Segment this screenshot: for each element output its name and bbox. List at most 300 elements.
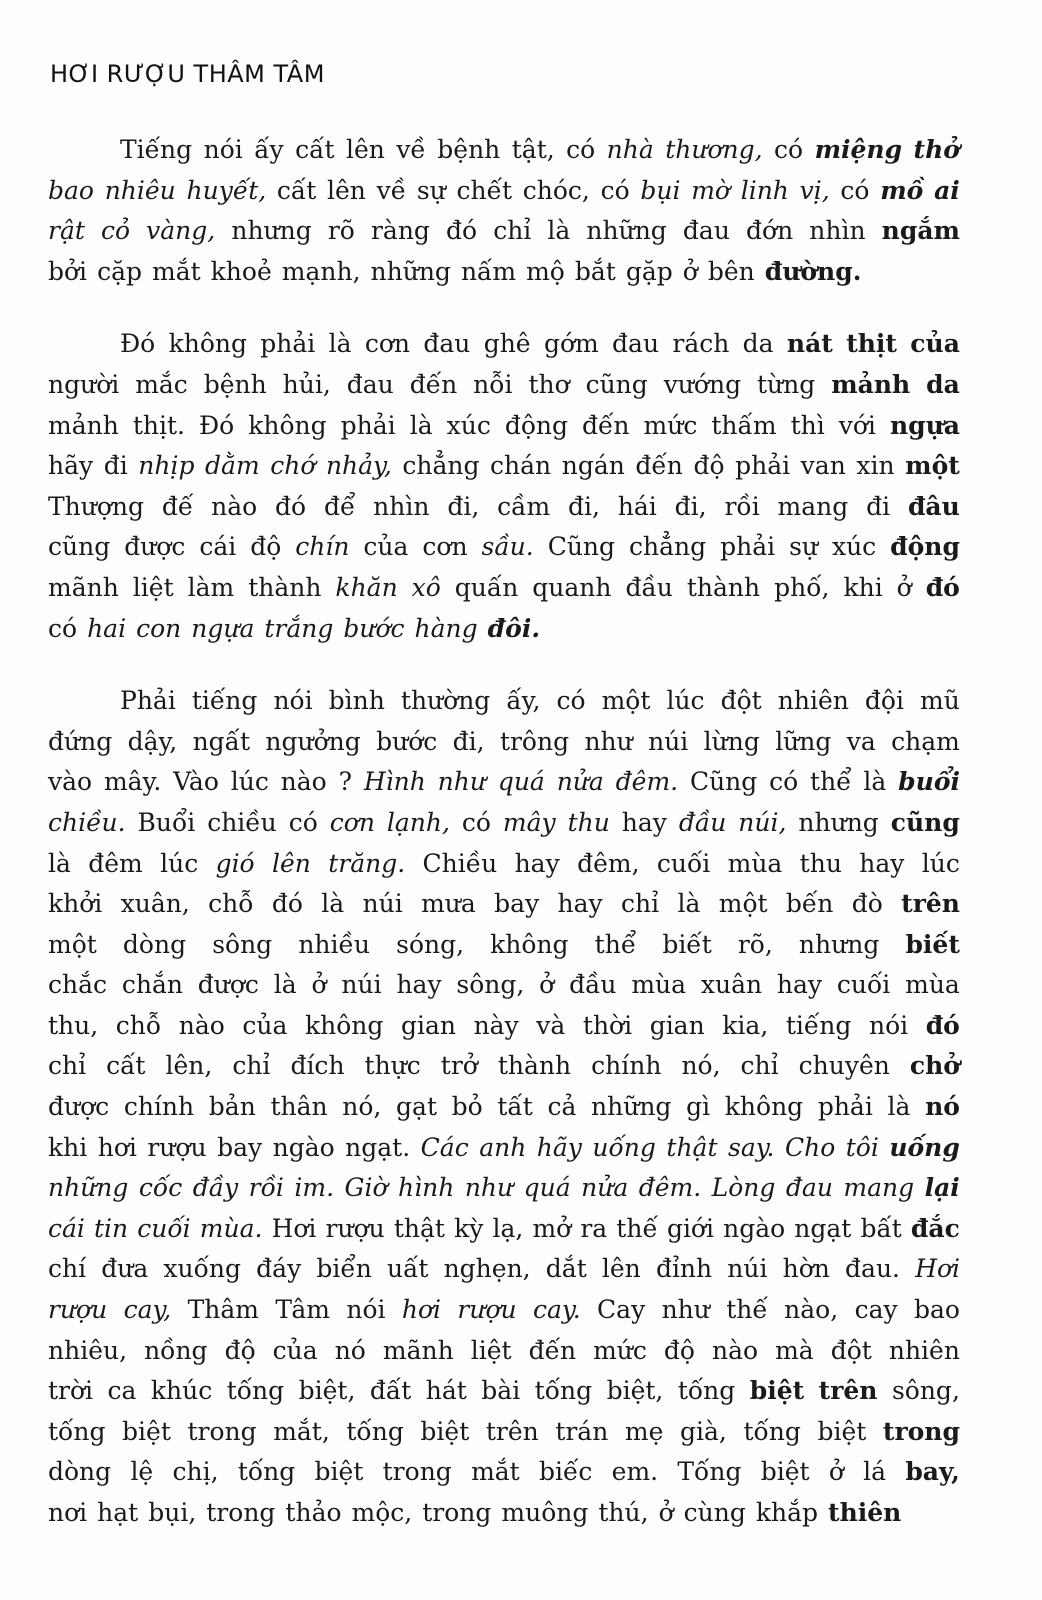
word: đầu bbox=[625, 572, 673, 602]
word: cỏ bbox=[101, 216, 131, 246]
word: cay, bbox=[123, 1295, 172, 1325]
word: có bbox=[461, 807, 491, 837]
text-line bbox=[48, 803, 960, 844]
word: bao bbox=[913, 1295, 960, 1325]
word: nào, bbox=[784, 1295, 839, 1325]
text-line bbox=[48, 1209, 960, 1250]
word: đi, bbox=[568, 491, 600, 521]
word: nào bbox=[178, 1010, 225, 1040]
word: hình bbox=[398, 1173, 455, 1203]
word: trắng bbox=[264, 613, 334, 643]
word: là bbox=[328, 329, 352, 359]
word: dòng bbox=[48, 1457, 112, 1487]
word: độ bbox=[693, 451, 725, 481]
word: miệng bbox=[814, 135, 903, 164]
word: tống bbox=[346, 1416, 404, 1446]
word: nhiên bbox=[888, 1335, 960, 1365]
word: bến bbox=[785, 889, 834, 919]
word: là bbox=[273, 970, 297, 1000]
word: lạ, bbox=[492, 1213, 524, 1243]
word: tiếng bbox=[785, 1010, 852, 1040]
word: giới bbox=[666, 1213, 714, 1243]
word: khi bbox=[48, 1132, 88, 1162]
word: tiếng bbox=[191, 686, 258, 716]
word: nồng bbox=[144, 1335, 208, 1365]
word: đêm, bbox=[577, 848, 640, 878]
word: bỏ bbox=[451, 1092, 483, 1122]
word: lên, bbox=[165, 1051, 213, 1081]
word: lúc bbox=[160, 848, 199, 878]
word: mà bbox=[775, 1335, 814, 1365]
word: đau bbox=[423, 329, 471, 359]
word: chỉ bbox=[493, 216, 532, 246]
word: cái bbox=[48, 1213, 85, 1243]
word: chóc, bbox=[522, 175, 590, 205]
word: thân bbox=[270, 1092, 328, 1122]
word: mang bbox=[843, 1173, 915, 1203]
word: có bbox=[774, 135, 804, 164]
word: núi bbox=[727, 1254, 768, 1284]
text-line bbox=[48, 568, 960, 609]
word: cơn bbox=[329, 807, 375, 837]
word: bước bbox=[376, 726, 438, 756]
word: trong bbox=[187, 1416, 257, 1446]
word: nó bbox=[334, 1335, 366, 1365]
word: vị, bbox=[799, 175, 830, 205]
word: lên bbox=[601, 1254, 641, 1284]
word: lên bbox=[327, 175, 366, 205]
word: sầu. bbox=[481, 532, 534, 562]
word: mây bbox=[502, 807, 556, 837]
word: phải bbox=[735, 451, 791, 481]
word: tống bbox=[237, 1457, 296, 1487]
word: uất bbox=[386, 1254, 429, 1284]
word: thành bbox=[497, 1051, 572, 1081]
word: nhà bbox=[606, 135, 654, 164]
word: với bbox=[838, 410, 876, 440]
word: biệt, bbox=[606, 1376, 664, 1406]
word: ấy bbox=[254, 135, 284, 164]
word: thảo bbox=[285, 1498, 342, 1527]
word: đêm. bbox=[615, 767, 679, 797]
word: thương, bbox=[665, 135, 763, 164]
word: Phải bbox=[120, 686, 176, 716]
word: hay bbox=[557, 889, 603, 919]
word: được bbox=[48, 1092, 110, 1122]
word: kỳ bbox=[454, 1213, 484, 1243]
word: chớ bbox=[270, 451, 316, 481]
word: cùng bbox=[683, 1498, 746, 1527]
word: mảnh bbox=[48, 410, 119, 440]
word: ở bbox=[539, 970, 555, 1000]
word: hủi, bbox=[282, 369, 331, 399]
word: cất bbox=[276, 175, 317, 205]
paragraph bbox=[48, 130, 960, 292]
word: nhiên bbox=[777, 686, 849, 716]
word: có bbox=[288, 807, 318, 837]
word: cũng bbox=[48, 532, 111, 562]
word: mộ bbox=[526, 256, 565, 286]
word: dậy, bbox=[127, 726, 178, 756]
word: nửa bbox=[581, 1173, 629, 1203]
word: có bbox=[556, 686, 586, 716]
word: Thượng bbox=[48, 491, 145, 521]
word: thành bbox=[248, 572, 322, 602]
word: hay bbox=[859, 848, 905, 878]
word: thế bbox=[616, 1213, 658, 1243]
word: là bbox=[887, 1092, 911, 1122]
word: mức bbox=[643, 410, 698, 440]
word: trán bbox=[555, 1416, 609, 1446]
word: đêm. bbox=[638, 1173, 702, 1203]
word: sông bbox=[212, 929, 273, 959]
word: lên bbox=[271, 848, 311, 878]
word: va bbox=[846, 726, 876, 756]
word: đau bbox=[612, 329, 660, 359]
word: đôi. bbox=[487, 613, 541, 643]
word: nó bbox=[925, 1092, 960, 1122]
text-line bbox=[48, 406, 960, 447]
word: biệt bbox=[760, 1457, 810, 1487]
word: đích bbox=[290, 1051, 345, 1081]
word: cuối bbox=[137, 1213, 191, 1243]
word: bệnh bbox=[203, 369, 267, 399]
word: trông bbox=[499, 726, 570, 756]
word: thiên bbox=[828, 1498, 902, 1527]
word: ở bbox=[682, 256, 698, 286]
word: chí bbox=[48, 1254, 87, 1284]
word: muông bbox=[501, 1498, 589, 1527]
word: ca bbox=[107, 1376, 137, 1406]
word: tật, bbox=[511, 135, 555, 164]
word: được bbox=[197, 970, 259, 1000]
text-line bbox=[48, 1087, 960, 1128]
word: Đó bbox=[199, 410, 235, 440]
word: chán bbox=[490, 451, 552, 481]
word: cuối bbox=[836, 970, 891, 1000]
word: mang bbox=[777, 491, 849, 521]
word: nào bbox=[712, 1335, 759, 1365]
word: những bbox=[48, 1173, 129, 1203]
word: bài bbox=[481, 1376, 521, 1406]
word: như bbox=[437, 767, 486, 797]
word: ra bbox=[580, 1213, 608, 1243]
word: không bbox=[168, 329, 247, 359]
word: một bbox=[718, 889, 768, 919]
word: là bbox=[409, 410, 433, 440]
word: nói bbox=[203, 135, 243, 164]
word: bay bbox=[217, 1132, 263, 1162]
word: đi, bbox=[452, 726, 485, 756]
word: ngưởng bbox=[265, 726, 361, 756]
word: ở bbox=[311, 970, 327, 1000]
word: chỉ bbox=[621, 889, 660, 919]
word: thường bbox=[400, 686, 491, 716]
word: say. bbox=[728, 1132, 775, 1162]
word: trăng. bbox=[328, 848, 406, 878]
word: nhiêu, bbox=[48, 1335, 128, 1365]
word: Hơi bbox=[271, 1213, 317, 1243]
word: thu bbox=[799, 848, 842, 878]
word: khắp bbox=[755, 1498, 819, 1527]
word: mạnh, bbox=[281, 256, 361, 286]
word: về bbox=[376, 175, 407, 205]
text-line bbox=[48, 324, 960, 365]
text-line bbox=[48, 487, 960, 528]
word: chỗ bbox=[115, 1010, 162, 1040]
word: mức bbox=[593, 1335, 647, 1365]
word: biếc bbox=[539, 1457, 593, 1487]
word: mắt bbox=[471, 1457, 520, 1487]
word: biệt bbox=[749, 1376, 805, 1406]
word: nói bbox=[273, 686, 313, 716]
word: mở bbox=[532, 1213, 572, 1243]
word: đau. bbox=[845, 1254, 900, 1284]
word: vàng, bbox=[146, 216, 216, 246]
word: ấy, bbox=[506, 686, 541, 716]
word: động bbox=[890, 532, 960, 562]
word: phải bbox=[260, 329, 316, 359]
word: thật bbox=[666, 1132, 718, 1162]
word: chết bbox=[456, 175, 513, 205]
word: đến bbox=[635, 451, 683, 481]
word: đắc bbox=[910, 1213, 960, 1243]
word: cũng bbox=[890, 807, 960, 837]
word: trên bbox=[818, 1376, 878, 1406]
word: chỉ bbox=[232, 1051, 271, 1081]
word: nấm bbox=[460, 256, 517, 286]
word: gió bbox=[215, 848, 255, 878]
word: có bbox=[840, 175, 870, 205]
word: rật bbox=[48, 216, 85, 246]
word: đầu bbox=[678, 807, 727, 837]
word: chiều. bbox=[48, 807, 126, 837]
word: Cay bbox=[597, 1295, 646, 1325]
word: mùa. bbox=[199, 1213, 263, 1243]
word: quá bbox=[497, 767, 545, 797]
word: biệt bbox=[817, 1416, 867, 1446]
word: dằm bbox=[205, 451, 260, 481]
word: những bbox=[586, 216, 667, 246]
word: ngất bbox=[192, 726, 251, 756]
word: cả bbox=[547, 1092, 577, 1122]
word: đến bbox=[528, 1335, 577, 1365]
text-line bbox=[48, 844, 960, 885]
word: Tiếng bbox=[120, 135, 193, 164]
word: mùa bbox=[631, 970, 687, 1000]
word: nói bbox=[868, 1010, 909, 1040]
word: những bbox=[370, 256, 451, 286]
word: tất bbox=[497, 1092, 533, 1122]
text-line bbox=[48, 925, 960, 966]
word: phố, bbox=[774, 572, 830, 602]
word: nó, bbox=[681, 1051, 721, 1081]
word: chính bbox=[591, 1051, 662, 1081]
word: nó, bbox=[342, 1092, 382, 1122]
word: đầy bbox=[192, 1173, 239, 1203]
word: cơn bbox=[422, 532, 468, 562]
word: quanh bbox=[532, 572, 612, 602]
word: khúc bbox=[150, 1376, 213, 1406]
word: rồi bbox=[248, 1173, 284, 1203]
word: bên bbox=[707, 256, 755, 286]
word: trên bbox=[485, 1416, 539, 1446]
word: và bbox=[536, 1010, 566, 1040]
word: trong bbox=[422, 1498, 492, 1527]
word: lúc bbox=[666, 686, 705, 716]
word: rượu bbox=[325, 1213, 385, 1243]
word: lại bbox=[924, 1173, 960, 1203]
word: đột bbox=[720, 686, 762, 716]
word: hay bbox=[514, 848, 560, 878]
word: núi bbox=[362, 889, 403, 919]
word: cơn bbox=[364, 329, 411, 359]
word: là bbox=[48, 848, 71, 878]
word: Các bbox=[420, 1132, 469, 1162]
word: tin bbox=[94, 1213, 129, 1243]
word: đầu bbox=[569, 970, 617, 1000]
text-line bbox=[48, 1006, 960, 1047]
word: mùa bbox=[905, 970, 960, 1000]
word: thu, bbox=[48, 1010, 99, 1040]
word: lừng bbox=[703, 726, 760, 756]
word: đội bbox=[864, 686, 904, 716]
word: người bbox=[48, 369, 120, 399]
word: này bbox=[473, 1010, 519, 1040]
word: cầm bbox=[497, 491, 551, 521]
word: chị, bbox=[172, 1457, 219, 1487]
word: của bbox=[242, 1010, 288, 1040]
word: có bbox=[48, 613, 78, 643]
word: đau bbox=[346, 369, 394, 399]
word: cất bbox=[295, 135, 335, 164]
word: là bbox=[677, 889, 701, 919]
word: nhịp bbox=[138, 451, 195, 481]
word: không bbox=[248, 410, 327, 440]
word: nhảy, bbox=[325, 451, 392, 481]
text-line bbox=[48, 1128, 960, 1169]
word: lên bbox=[345, 135, 385, 164]
word: lạnh, bbox=[386, 807, 450, 837]
text-line bbox=[48, 609, 960, 650]
word: xuân bbox=[700, 970, 763, 1000]
word: nát bbox=[786, 329, 833, 359]
paragraph bbox=[48, 324, 960, 649]
word: lá bbox=[863, 1457, 887, 1487]
word: rõ bbox=[327, 216, 355, 246]
word: nhiều bbox=[298, 929, 370, 959]
word: sự bbox=[416, 175, 446, 205]
word: cái bbox=[199, 532, 237, 562]
word: tống bbox=[677, 1376, 736, 1406]
text-line bbox=[48, 1046, 960, 1087]
word: chỉ bbox=[740, 1051, 779, 1081]
word: bay, bbox=[905, 1457, 960, 1487]
word: Lòng bbox=[711, 1173, 776, 1203]
word: quấn bbox=[454, 572, 519, 602]
text-line bbox=[48, 211, 960, 252]
word: thì bbox=[790, 410, 825, 440]
word: sông, bbox=[456, 970, 525, 1000]
word: đò bbox=[851, 889, 883, 919]
word: hờn bbox=[782, 1254, 830, 1284]
text-line bbox=[48, 1249, 960, 1290]
word: như bbox=[464, 1173, 514, 1203]
text-line bbox=[48, 527, 960, 568]
word: quá bbox=[523, 1173, 571, 1203]
paragraph-gap bbox=[48, 292, 960, 324]
word: già, bbox=[680, 1416, 727, 1446]
text-line bbox=[48, 681, 960, 722]
word: ghê bbox=[483, 329, 531, 359]
word: không bbox=[305, 1010, 384, 1040]
word: ràng bbox=[370, 216, 430, 246]
word: Đó bbox=[120, 329, 156, 359]
word: được bbox=[124, 532, 186, 562]
text-line bbox=[48, 446, 960, 487]
word: trở bbox=[440, 1051, 478, 1081]
word: gớm bbox=[543, 329, 599, 359]
word: thật bbox=[393, 1213, 445, 1243]
word: tống bbox=[743, 1416, 801, 1446]
word: chở bbox=[909, 1051, 960, 1081]
word: biết bbox=[662, 929, 712, 959]
word: Cũng bbox=[547, 532, 616, 562]
word: hãy bbox=[48, 451, 94, 481]
word: mắt bbox=[151, 256, 201, 286]
word: xúc bbox=[446, 410, 491, 440]
word: biệt bbox=[122, 1416, 171, 1446]
text-line bbox=[48, 1371, 960, 1412]
word: mây. bbox=[103, 767, 162, 797]
word: có bbox=[769, 767, 799, 797]
word: đến bbox=[409, 369, 458, 399]
word: độ bbox=[250, 532, 282, 562]
word: đế bbox=[161, 491, 194, 521]
word: xuống bbox=[163, 1254, 242, 1284]
word: ? bbox=[338, 767, 352, 797]
word: rượu bbox=[457, 1295, 517, 1325]
word: đỉnh bbox=[655, 1254, 713, 1284]
word: đi, bbox=[447, 491, 480, 521]
word: thịt bbox=[846, 329, 897, 359]
word: nhưng bbox=[798, 807, 879, 837]
word: biệt bbox=[314, 1457, 364, 1487]
text-line bbox=[48, 1493, 960, 1534]
word: một bbox=[48, 929, 97, 959]
word: gian bbox=[400, 1010, 456, 1040]
word: gian bbox=[649, 1010, 705, 1040]
word: ngạt bbox=[794, 1213, 852, 1243]
word: mộc, bbox=[351, 1498, 413, 1527]
text-line bbox=[48, 252, 960, 293]
word: đó bbox=[275, 491, 307, 521]
word: đau bbox=[682, 216, 730, 246]
word: nhưng bbox=[231, 216, 312, 246]
word: lững bbox=[775, 726, 832, 756]
word: linh bbox=[740, 175, 789, 205]
word: cay. bbox=[533, 1295, 581, 1325]
word: gặp bbox=[625, 256, 673, 286]
word: bụi, bbox=[148, 1498, 197, 1527]
word: huyết, bbox=[186, 175, 267, 205]
word: hãy bbox=[536, 1132, 582, 1162]
word: Hơi bbox=[915, 1254, 960, 1284]
text-line bbox=[48, 1290, 960, 1331]
word: có bbox=[566, 135, 596, 164]
word: tống bbox=[226, 1376, 285, 1406]
word: cuối bbox=[656, 848, 711, 878]
